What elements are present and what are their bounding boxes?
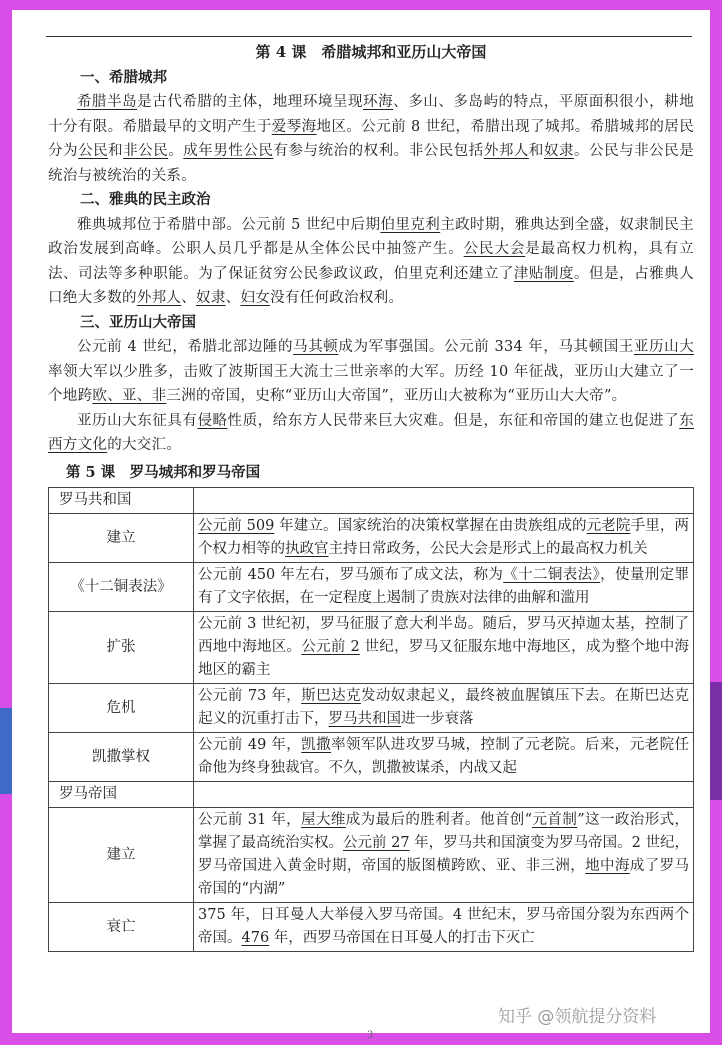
header-rule bbox=[46, 36, 692, 37]
text-run: 没有任何政治权利。 bbox=[270, 290, 404, 306]
text-run: 。 bbox=[168, 143, 184, 159]
key-term: 公元前 2 bbox=[301, 639, 360, 655]
text-run: 发动奴隶起义，最终被血腥镇压下去。在斯巴达克起义的沉重打击下， bbox=[198, 688, 690, 727]
text-run: 、 bbox=[225, 290, 241, 306]
key-term: 《十二铜表法》 bbox=[503, 567, 601, 583]
row-content bbox=[194, 782, 694, 808]
text-run: 公元前 49 年， bbox=[198, 737, 302, 753]
text-run: 进一步衰落 bbox=[401, 711, 474, 727]
text-run: 公元前 73 年， bbox=[198, 688, 302, 704]
text-run: 三洲的帝国，史称“亚历山大帝国”，亚历山大被称为“亚历山大大帝”。 bbox=[166, 388, 627, 404]
key-term: 津贴制度 bbox=[513, 265, 575, 282]
key-term: 执政官 bbox=[285, 541, 329, 557]
text-run: 主持日常政务，公民大会是形式上的最高权力机关 bbox=[328, 541, 648, 557]
key-term: 非公民 bbox=[123, 143, 169, 159]
text-run: 率领军队进攻罗马城，控制了元老院。后来，元老院任命他为终身独裁官。不久，凯撒被谋杀，内战又起 bbox=[198, 737, 690, 776]
text-run: 有参与统治的权利。非公民包括 bbox=[273, 143, 484, 159]
text-run: ”这一政治形式，掌握了最高统治实权。 bbox=[198, 812, 690, 851]
section2-heading: 二、雅典的民主政治 bbox=[80, 191, 211, 208]
text-run: 雅典城邦位于希腊中部。公元前 5 世纪中后期 bbox=[77, 216, 381, 233]
row-label: 衰亡 bbox=[49, 903, 194, 952]
text-run: 是最高权力机构，具有立法、司法等多种职能。为了保证贫穷公民参政议政，伯里克利还建立了 bbox=[48, 241, 694, 282]
section1-heading: 一、希腊城邦 bbox=[80, 68, 167, 86]
table-section-row bbox=[49, 488, 694, 514]
text-run: 率领大军以少胜多，击败了波斯国王大流士三世亲率的大军。历经 10 年征战，亚历山大建立了一个地跨 bbox=[48, 363, 694, 404]
text-run: 。公民与非公民是统治与被统治的关系。 bbox=[48, 143, 694, 184]
row-content bbox=[194, 684, 694, 733]
row-label: 罗马帝国 bbox=[49, 782, 194, 808]
table-row bbox=[49, 808, 694, 903]
rome-table bbox=[48, 487, 694, 952]
key-term: 斯巴达克 bbox=[301, 688, 361, 704]
row-content bbox=[194, 733, 694, 782]
text-run: 。但是，占雅典人口绝大多数的 bbox=[48, 265, 695, 306]
key-term: 欧、亚、非 bbox=[92, 388, 167, 404]
text-run: 成为最后的胜利者。他首创“ bbox=[345, 812, 533, 828]
section2-paragraph bbox=[48, 213, 694, 311]
text-run: 亚历山大东征具有 bbox=[77, 412, 198, 429]
left-accent-bar bbox=[0, 708, 12, 794]
text-run: 公元前 3 世纪初，罗马征服了意大利半岛。随后，罗马灭掉迦太基，控制了西地中海地区。 bbox=[198, 616, 689, 655]
page-content bbox=[48, 40, 694, 952]
table-row bbox=[49, 612, 694, 684]
text-run: 375 年，日耳曼人大举侵入罗马帝国。4 世纪末，罗马帝国分裂为东西两个帝国。 bbox=[198, 907, 689, 946]
key-term: 元首制 bbox=[532, 812, 578, 828]
key-term: 亚历山大 bbox=[633, 339, 694, 355]
key-term: 侵略 bbox=[197, 412, 228, 429]
row-label: 危机 bbox=[49, 684, 194, 733]
key-term: 外邦人 bbox=[483, 143, 529, 159]
text-run: 年建立。国家统治的决策权掌握在由贵族组成的 bbox=[274, 518, 587, 534]
text-run: 年，罗马共和国演变为罗马帝国。2 世纪，罗马帝国进入黄金时期，帝国的版图横跨欧、亚、非三洲， bbox=[198, 835, 690, 874]
section3-paragraph1 bbox=[48, 335, 694, 409]
table-section-row bbox=[49, 782, 694, 808]
key-term: 公元前 27 bbox=[343, 835, 410, 851]
text-run: 、 bbox=[181, 290, 197, 306]
text-run: 成为军事强国。公元前 334 年，马其顿国王 bbox=[338, 339, 634, 355]
text-run: 地区。公元前 8 世纪，希腊出现了城邦。希腊城邦的居民分为 bbox=[48, 118, 695, 159]
key-term: 凯撒 bbox=[301, 737, 332, 753]
text-run: 成了罗马帝国的“内湖” bbox=[198, 858, 689, 897]
row-content bbox=[194, 612, 694, 684]
row-label: 《十二铜表法》 bbox=[49, 563, 194, 612]
text-run: ，使量刑定罪有了文字依据，在一定程度上遏制了贵族对法律的曲解和滥用 bbox=[198, 567, 689, 606]
right-accent-bar bbox=[710, 682, 722, 800]
text-run: 公元前 450 年左右，罗马颁布了成文法，称为 bbox=[198, 567, 504, 583]
row-content bbox=[194, 514, 694, 563]
document-page bbox=[12, 10, 710, 1041]
text-run: 是古代希腊的主体，地理环境呈现 bbox=[137, 94, 364, 110]
key-term: 爱琴海 bbox=[271, 118, 317, 135]
text-run: 公元前 31 年， bbox=[198, 812, 302, 828]
row-content bbox=[194, 903, 694, 952]
section1-paragraph bbox=[48, 90, 694, 188]
key-term: 成年男性公民 bbox=[183, 143, 274, 159]
section3-heading: 三、亚历山大帝国 bbox=[80, 313, 196, 331]
text-run: 和 bbox=[528, 143, 544, 159]
key-term: 元老院 bbox=[586, 518, 631, 534]
table-row bbox=[49, 684, 694, 733]
table-row bbox=[49, 514, 694, 563]
key-term: 马其顿 bbox=[293, 339, 339, 355]
key-term: 地中海 bbox=[585, 858, 630, 874]
key-term: 外邦人 bbox=[136, 290, 182, 306]
key-term: 环海 bbox=[363, 94, 394, 110]
text-run: 主政时期，雅典达到全盛，奴隶制民主政治发展到高峰。公职人员几乎都是从全体公民中抽签产生。 bbox=[48, 216, 694, 257]
key-term: 奴隶 bbox=[196, 290, 226, 306]
row-label: 扩张 bbox=[49, 612, 194, 684]
row-label: 凯撒掌权 bbox=[49, 733, 194, 782]
lesson5-title: 第 5 课 罗马城邦和罗马帝国 bbox=[66, 463, 261, 481]
key-term: 公民 bbox=[78, 143, 109, 159]
key-term: 屋大维 bbox=[301, 812, 346, 828]
watermark: 知乎 @领航提分资料 bbox=[498, 1007, 657, 1027]
row-label: 建立 bbox=[49, 514, 194, 563]
row-content bbox=[194, 808, 694, 903]
key-term: 希腊半岛 bbox=[77, 94, 138, 110]
row-content bbox=[194, 488, 694, 514]
table-row bbox=[49, 733, 694, 782]
page-number: 3 bbox=[367, 1030, 374, 1041]
row-label: 罗马共和国 bbox=[49, 488, 194, 514]
text-run: 年，西罗马帝国在日耳曼人的打击下灭亡 bbox=[269, 930, 535, 946]
row-label: 建立 bbox=[49, 808, 194, 903]
text-run: 公元前 4 世纪，希腊北部边陲的 bbox=[77, 339, 294, 355]
text-run: 世纪，罗马又征服东地中海地区，成为整个地中海地区的霸主 bbox=[198, 639, 689, 678]
text-run: 手里，两个权力相等的 bbox=[198, 518, 689, 557]
section3-paragraph2 bbox=[48, 409, 694, 458]
key-term: 公民大会 bbox=[463, 241, 526, 257]
text-run: 、多山、多岛屿的特点，平原面积很小，耕地十分有限。希腊最早的文明产生于 bbox=[48, 94, 694, 135]
key-term: 妇女 bbox=[240, 290, 271, 306]
text-run: 性质，给东方人民带来巨大灾难。但是，东征和帝国的建立也促进了 bbox=[227, 412, 680, 429]
text-run: 和 bbox=[108, 143, 124, 159]
key-term: 伯里克利 bbox=[380, 216, 441, 233]
key-term: 476 bbox=[241, 930, 270, 946]
table-row bbox=[49, 903, 694, 952]
row-content bbox=[194, 563, 694, 612]
text-run: 的大交汇。 bbox=[107, 437, 182, 453]
lesson4-title: 第 4 课 希腊城邦和亚历山大帝国 bbox=[255, 43, 487, 61]
key-term: 奴隶 bbox=[543, 143, 575, 159]
key-term: 公元前 509 bbox=[198, 518, 275, 534]
key-term: 罗马共和国 bbox=[328, 711, 401, 727]
key-term: 东西方文化 bbox=[48, 412, 694, 453]
table-row bbox=[49, 563, 694, 612]
